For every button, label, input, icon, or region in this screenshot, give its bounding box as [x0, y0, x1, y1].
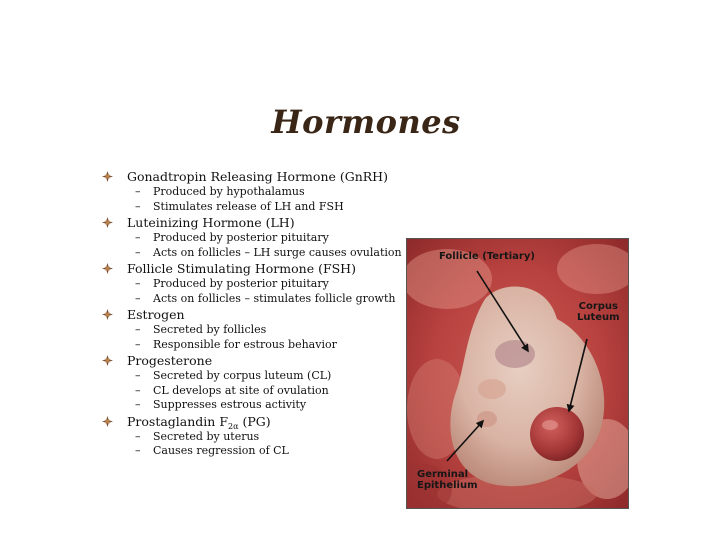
- bullet-item-prostaglandin: [102, 413, 412, 430]
- dash-marker: –: [135, 337, 141, 351]
- sub-item: [102, 398, 412, 413]
- sub-item-text: CL develops at site of ovulation: [153, 383, 329, 397]
- label-follicle: Follicle (Tertiary): [439, 251, 535, 262]
- dash-marker: –: [135, 231, 141, 244]
- bullet-label-subscript: 2α: [228, 421, 239, 431]
- sub-item-text: Stimulates release of LH and FSH: [153, 199, 344, 213]
- bullet-item-lh: [102, 214, 412, 231]
- label-germinal-epithelium: [417, 469, 478, 491]
- sub-item: [102, 323, 412, 338]
- ovary-photo: [406, 238, 629, 509]
- sub-item: [102, 369, 412, 384]
- sub-item: [102, 292, 412, 307]
- sub-item-text: Acts on follicles – stimulates follicle growth: [153, 291, 396, 305]
- bullet-item-gnrh: [102, 168, 412, 185]
- sub-item: [102, 444, 412, 459]
- sub-item-text: Suppresses estrous activity: [153, 398, 307, 411]
- bullet-label: Estrogen: [127, 307, 185, 322]
- dash-marker: –: [135, 199, 141, 213]
- label-corpus-luteum: [577, 301, 620, 323]
- sub-item-text: Responsible for estrous behavior: [153, 337, 337, 351]
- sub-item: [102, 384, 412, 399]
- sub-item-text: Produced by posterior pituitary: [153, 277, 329, 290]
- label-corpus-line2: Luteum: [577, 312, 620, 323]
- dash-marker: –: [135, 444, 141, 457]
- star-bullet-icon: [102, 309, 113, 320]
- dash-marker: –: [135, 277, 141, 290]
- star-bullet-icon: [102, 355, 113, 366]
- star-bullet-icon: [102, 217, 113, 228]
- sub-item-text: Causes regression of CL: [153, 444, 289, 457]
- sub-item-text: Secreted by corpus luteum (CL): [153, 369, 332, 382]
- dash-marker: –: [135, 323, 141, 336]
- sub-item-text: Secreted by follicles: [153, 323, 267, 336]
- label-germinal-line2: Epithelium: [417, 480, 478, 491]
- dash-marker: –: [135, 383, 141, 397]
- sub-item: [102, 430, 412, 445]
- bullet-label: Follicle Stimulating Hormone (FSH): [127, 261, 356, 276]
- bullet-item-fsh: [102, 260, 412, 277]
- sub-item: [102, 277, 412, 292]
- dash-marker: –: [135, 185, 141, 198]
- dash-marker: –: [135, 369, 141, 382]
- sub-item: [102, 338, 412, 353]
- slide-title: Hormones: [271, 103, 461, 141]
- hormone-list: [102, 168, 412, 459]
- bullet-label: Progesterone: [127, 353, 213, 368]
- dash-marker: –: [135, 245, 141, 259]
- sub-item-text: Acts on follicles – LH surge causes ovulation: [153, 245, 402, 259]
- dash-marker: –: [135, 398, 141, 411]
- star-bullet-icon: [102, 416, 113, 427]
- sub-item: [102, 246, 412, 261]
- bullet-label-end: (PG): [238, 413, 271, 429]
- sub-item: [102, 231, 412, 246]
- sub-item-text: Produced by posterior pituitary: [153, 231, 329, 244]
- sub-item-text: Produced by hypothalamus: [153, 185, 305, 198]
- ovary-illustration: [407, 239, 628, 508]
- bullet-label: Luteinizing Hormone (LH): [127, 215, 295, 230]
- sub-item-text: Secreted by uterus: [153, 429, 260, 443]
- star-bullet-icon: [102, 263, 113, 274]
- dash-marker: –: [135, 429, 141, 443]
- label-germinal-line1: Germinal: [417, 469, 469, 480]
- bullet-item-estrogen: [102, 306, 412, 323]
- bullet-label: Gonadtropin Releasing Hormone (GnRH): [127, 169, 388, 184]
- star-bullet-icon: [102, 171, 113, 182]
- sub-item: [102, 200, 412, 215]
- dash-marker: –: [135, 291, 141, 305]
- label-corpus-line1: Corpus: [578, 301, 618, 312]
- bullet-item-progesterone: [102, 352, 412, 369]
- sub-item: [102, 185, 412, 200]
- bullet-label-main: Prostaglandin F: [127, 413, 229, 429]
